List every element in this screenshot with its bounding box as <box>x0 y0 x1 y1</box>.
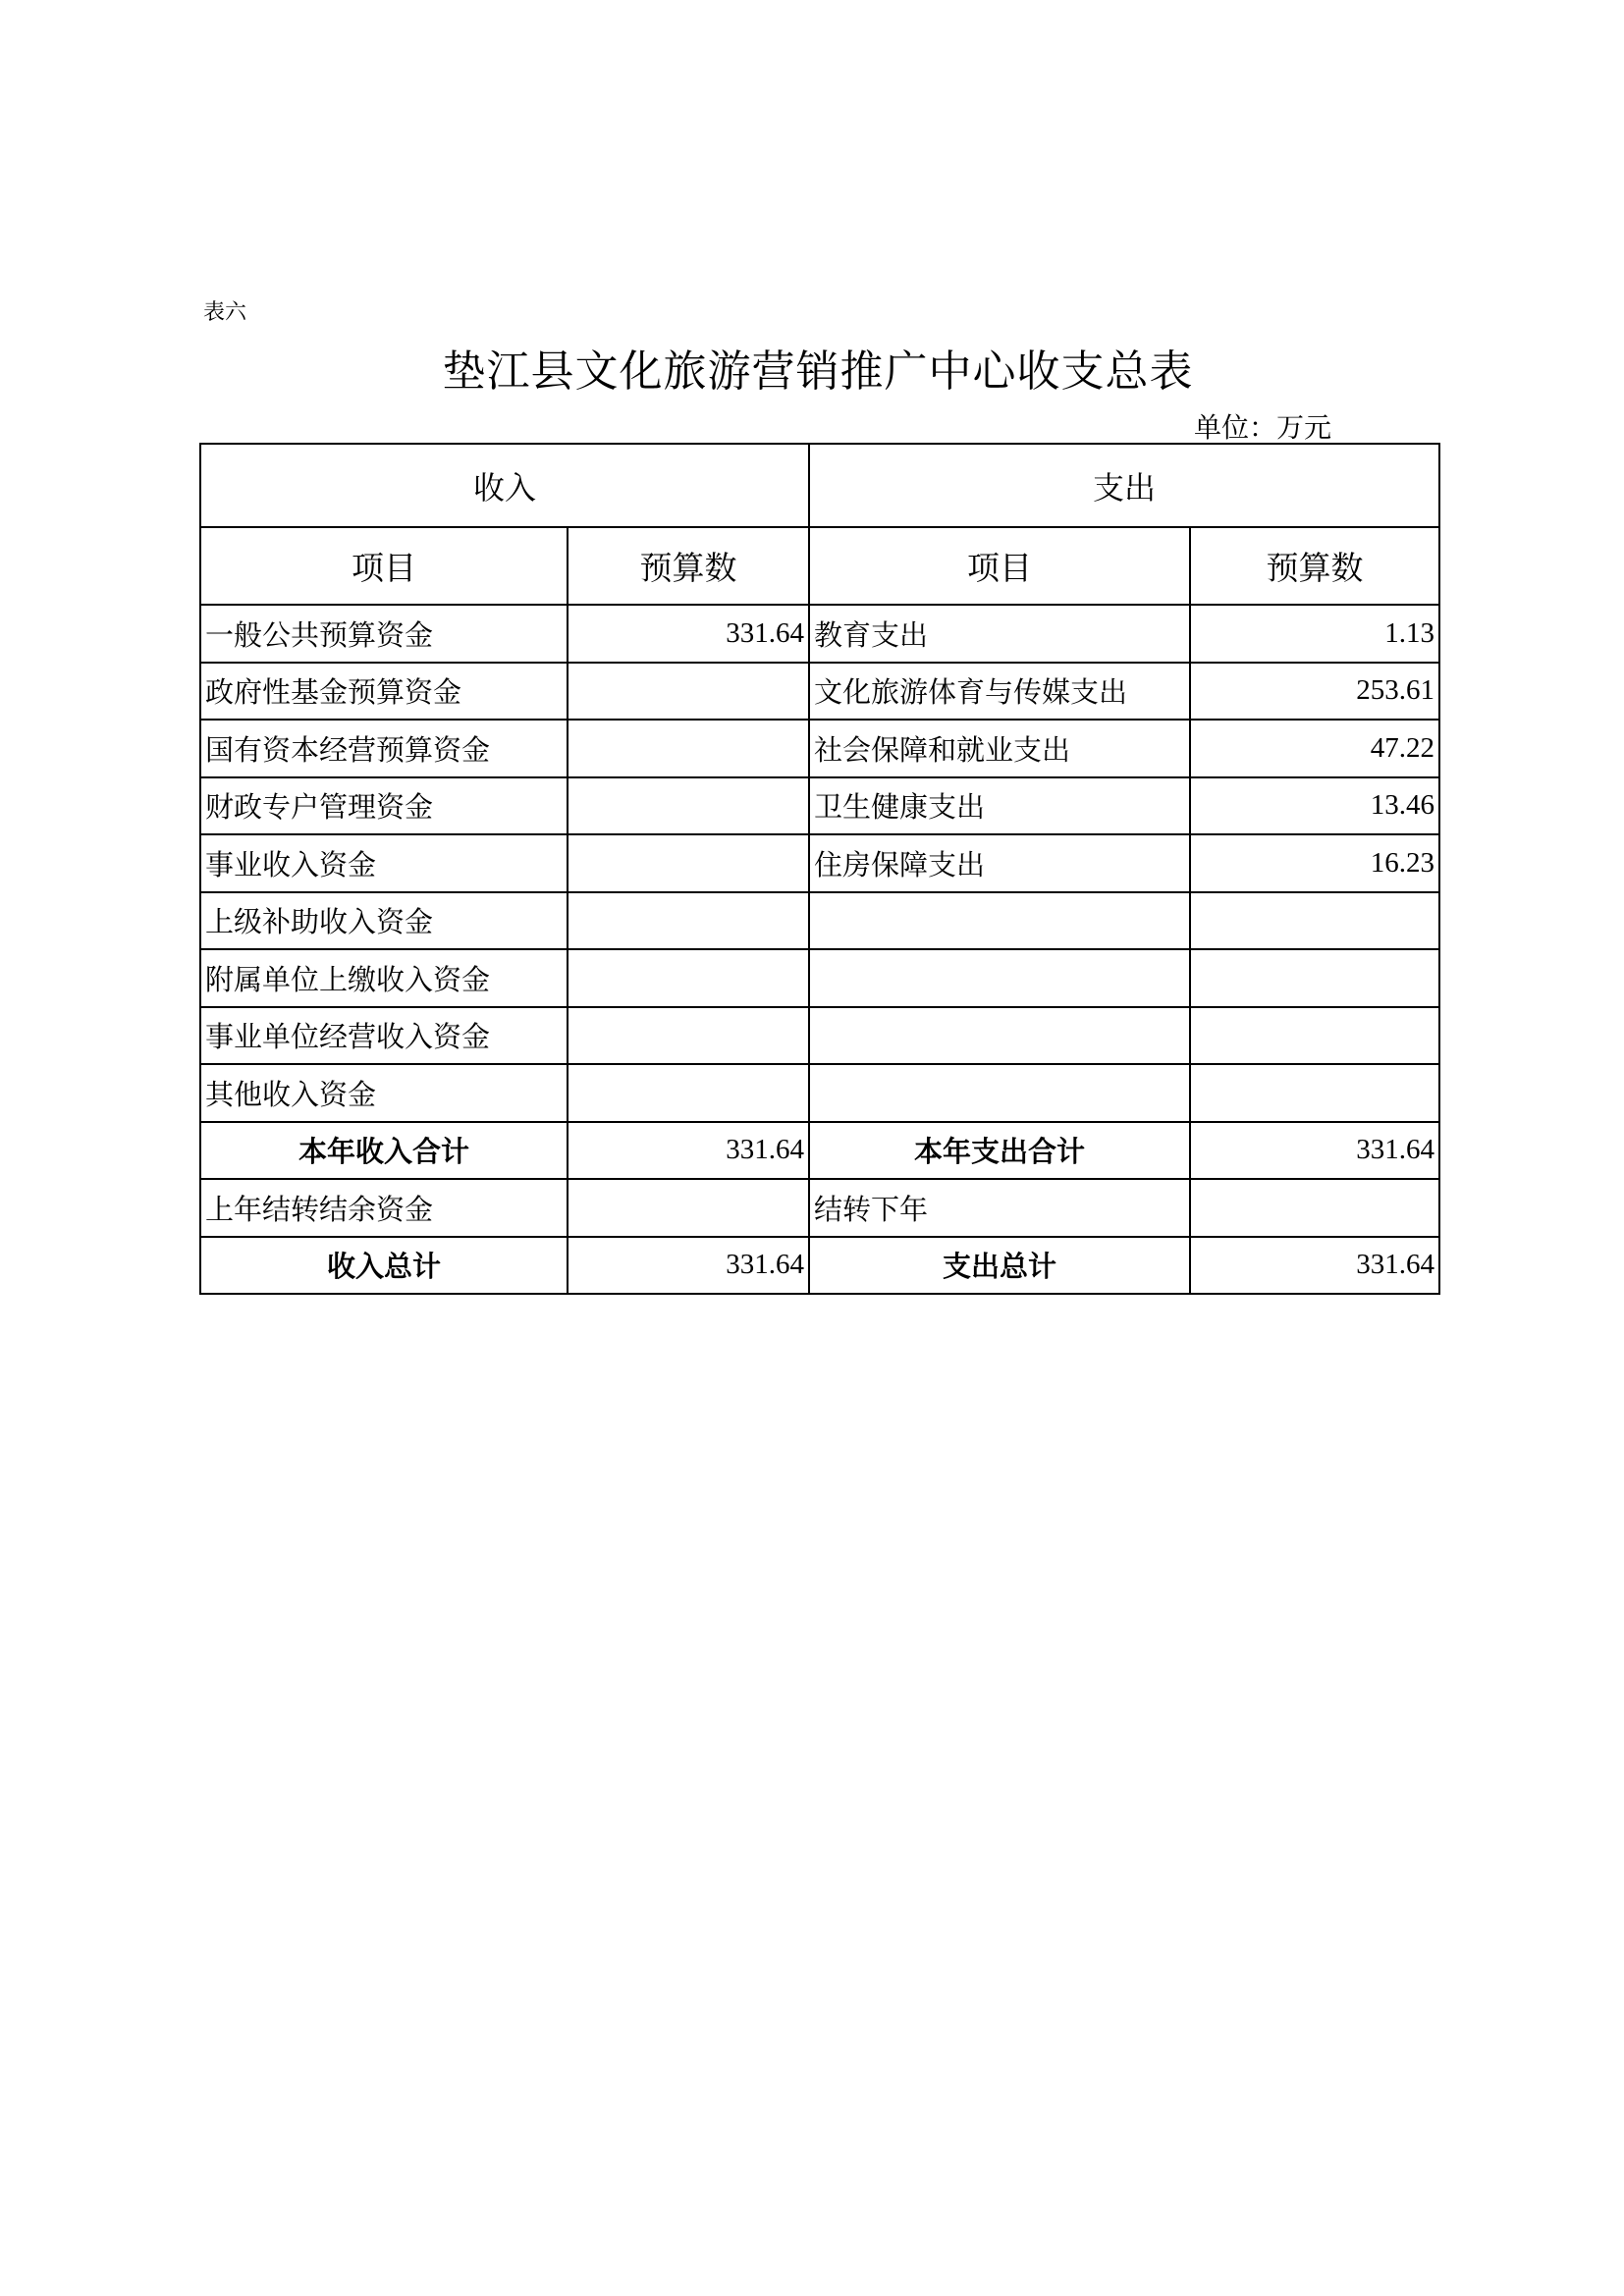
income-item-cell: 政府性基金预算资金 <box>200 663 568 721</box>
table-row <box>200 605 1439 663</box>
expense-value-cell <box>1190 892 1439 950</box>
income-item-col-header: 项目 <box>200 527 568 605</box>
table-row <box>200 949 1439 1007</box>
income-item-cell: 事业收入资金 <box>200 834 568 892</box>
grand-total-row <box>200 1237 1439 1295</box>
expense-item-cell: 社会保障和就业支出 <box>809 720 1190 777</box>
expense-item-cell <box>809 1007 1190 1065</box>
income-item-cell: 事业单位经营收入资金 <box>200 1007 568 1065</box>
income-value-cell <box>568 834 809 892</box>
table-number: 表六 <box>203 300 247 325</box>
expense-carryover-value <box>1190 1179 1439 1237</box>
income-value-cell <box>568 720 809 777</box>
budget-summary-table <box>199 443 1440 1295</box>
income-carryover-value <box>568 1179 809 1237</box>
income-item-cell: 一般公共预算资金 <box>200 605 568 663</box>
income-year-total-label: 本年收入合计 <box>200 1122 568 1180</box>
expense-budget-col-header: 预算数 <box>1190 527 1439 605</box>
section-header-row <box>200 444 1439 527</box>
income-item-cell: 上级补助收入资金 <box>200 892 568 950</box>
expense-carryover-label: 结转下年 <box>809 1179 1190 1237</box>
income-year-total-value: 331.64 <box>568 1122 809 1180</box>
expense-item-cell <box>809 892 1190 950</box>
income-value-cell <box>568 949 809 1007</box>
expense-grand-total-label: 支出总计 <box>809 1237 1190 1295</box>
expense-item-cell: 住房保障支出 <box>809 834 1190 892</box>
column-header-row <box>200 527 1439 605</box>
income-item-cell: 国有资本经营预算资金 <box>200 720 568 777</box>
expense-value-cell: 253.61 <box>1190 663 1439 721</box>
expense-value-cell: 16.23 <box>1190 834 1439 892</box>
expense-value-cell <box>1190 949 1439 1007</box>
expense-section-header: 支出 <box>809 444 1439 527</box>
income-grand-total-value: 331.64 <box>568 1237 809 1295</box>
table-row <box>200 892 1439 950</box>
expense-grand-total-value: 331.64 <box>1190 1237 1439 1295</box>
expense-item-cell: 教育支出 <box>809 605 1190 663</box>
income-item-cell: 附属单位上缴收入资金 <box>200 949 568 1007</box>
income-value-cell <box>568 777 809 835</box>
income-budget-col-header: 预算数 <box>568 527 809 605</box>
expense-value-cell: 1.13 <box>1190 605 1439 663</box>
document-title: 垫江县文化旅游营销推广中心收支总表 <box>442 347 1194 397</box>
expense-item-cell: 卫生健康支出 <box>809 777 1190 835</box>
expense-value-cell <box>1190 1007 1439 1065</box>
table-row <box>200 1064 1439 1122</box>
income-value-cell <box>568 663 809 721</box>
table-row <box>200 1007 1439 1065</box>
income-value-cell: 331.64 <box>568 605 809 663</box>
expense-value-cell: 47.22 <box>1190 720 1439 777</box>
expense-item-cell: 文化旅游体育与传媒支出 <box>809 663 1190 721</box>
expense-item-cell <box>809 949 1190 1007</box>
table-row <box>200 663 1439 721</box>
table-row <box>200 834 1439 892</box>
expense-item-cell <box>809 1064 1190 1122</box>
income-item-cell: 其他收入资金 <box>200 1064 568 1122</box>
income-grand-total-label: 收入总计 <box>200 1237 568 1295</box>
unit-label: 单位：万元 <box>1194 411 1332 444</box>
income-value-cell <box>568 892 809 950</box>
income-value-cell <box>568 1064 809 1122</box>
income-carryover-label: 上年结转结余资金 <box>200 1179 568 1237</box>
income-value-cell <box>568 1007 809 1065</box>
year-total-row <box>200 1122 1439 1180</box>
expense-value-cell <box>1190 1064 1439 1122</box>
expense-item-col-header: 项目 <box>809 527 1190 605</box>
income-item-cell: 财政专户管理资金 <box>200 777 568 835</box>
table-row <box>200 720 1439 777</box>
expense-year-total-label: 本年支出合计 <box>809 1122 1190 1180</box>
income-section-header: 收入 <box>200 444 809 527</box>
carryover-row <box>200 1179 1439 1237</box>
expense-value-cell: 13.46 <box>1190 777 1439 835</box>
expense-year-total-value: 331.64 <box>1190 1122 1439 1180</box>
table-row <box>200 777 1439 835</box>
